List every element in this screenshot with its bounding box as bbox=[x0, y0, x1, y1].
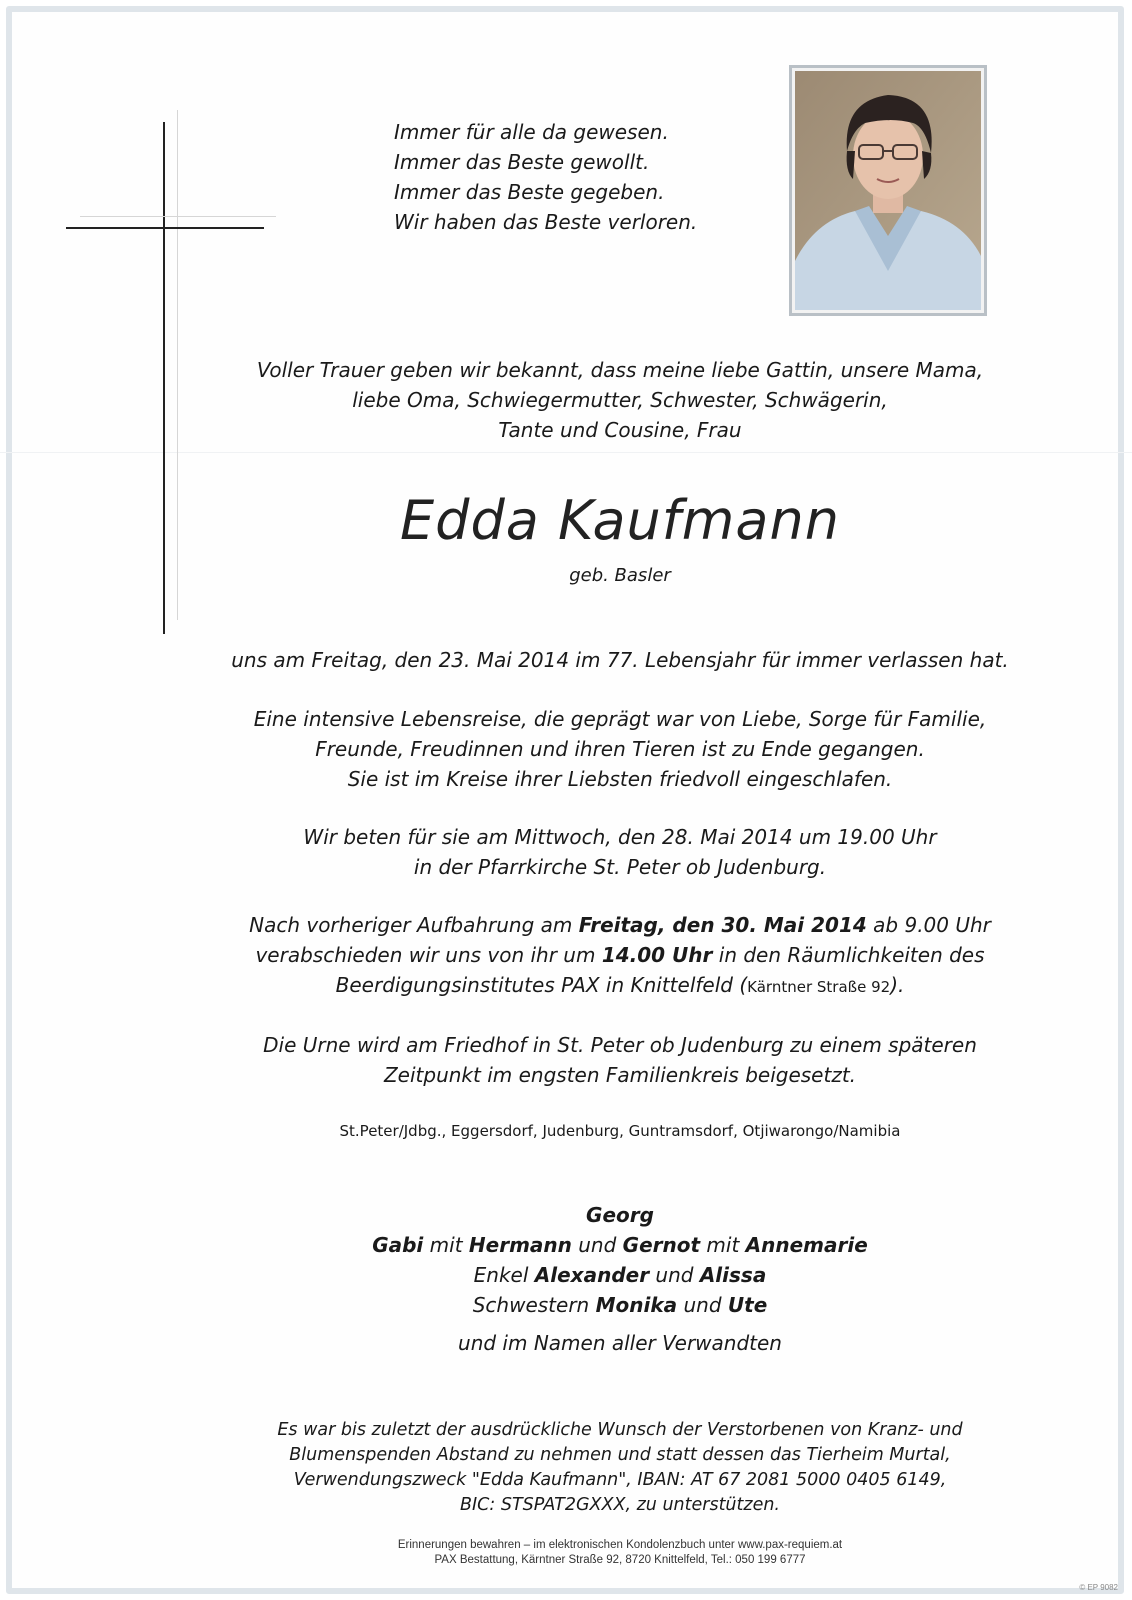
deceased-name: Edda Kaufmann bbox=[400, 489, 840, 552]
poem-line: Immer das Beste gegeben. bbox=[394, 180, 665, 204]
mourner-name: Annemarie bbox=[745, 1233, 868, 1257]
death-line: uns am Freitag, den 23. Mai 2014 im 77. Lebensjahr für immer verlassen hat. bbox=[231, 648, 1009, 672]
donation-line: BIC: STSPAT2GXXX, zu unterstützen. bbox=[460, 1495, 780, 1515]
connector: Schwestern bbox=[472, 1293, 596, 1317]
fold-line bbox=[0, 452, 1132, 453]
document-code: © EP 9082 bbox=[1079, 1583, 1118, 1592]
intro-line: Tante und Cousine, Frau bbox=[498, 418, 742, 442]
intro-line: liebe Oma, Schwiegermutter, Schwester, Schwägerin, bbox=[352, 388, 888, 412]
farewell-text: verabschieden wir uns von ihr um bbox=[255, 943, 602, 967]
footer-line: Erinnerungen bewahren – im elektronischen Kondolenzbuch unter www.pax-requiem.at bbox=[397, 1539, 843, 1551]
farewell-hour: 14.00 Uhr bbox=[601, 943, 713, 967]
farewell-date: Freitag, den 30. Mai 2014 bbox=[578, 913, 867, 937]
donation-line: Es war bis zuletzt der ausdrückliche Wunsch der Verstorbenen von Kranz- und bbox=[277, 1420, 963, 1440]
donation-line: Verwendungszweck "Edda Kaufmann", IBAN: AT 67 2081 5000 0405 6149, bbox=[293, 1470, 947, 1490]
mourner-line bbox=[160, 1290, 1080, 1320]
donation-request bbox=[160, 1418, 1080, 1518]
mourner-name: Ute bbox=[727, 1293, 768, 1317]
prayer-line: in der Pfarrkirche St. Peter ob Judenburg. bbox=[413, 855, 827, 879]
mourner-name: Gernot bbox=[622, 1233, 701, 1257]
farewell-line bbox=[160, 910, 1080, 940]
mourner-name: Hermann bbox=[468, 1233, 572, 1257]
birth-name bbox=[160, 561, 1080, 591]
poem-line: Wir haben das Beste verloren. bbox=[394, 210, 698, 234]
prayer-info bbox=[160, 822, 1080, 882]
poem-line: Immer für alle da gewesen. bbox=[394, 120, 669, 144]
mourner-line bbox=[160, 1260, 1080, 1290]
urn-line: Zeitpunkt im engsten Familienkreis beigesetzt. bbox=[383, 1063, 857, 1087]
footer bbox=[160, 1538, 1080, 1568]
life-line: Eine intensive Lebensreise, die geprägt war von Liebe, Sorge für Familie, bbox=[253, 707, 987, 731]
mourner-name: Alexander bbox=[534, 1263, 650, 1287]
connector: Enkel bbox=[473, 1263, 535, 1287]
cross-shadow-horizontal bbox=[80, 216, 276, 217]
mourners bbox=[160, 1200, 1080, 1320]
mourner-name: Gabi bbox=[372, 1233, 424, 1257]
life-text bbox=[160, 704, 1080, 794]
cross-bar bbox=[66, 227, 264, 229]
relatives-line: und im Namen aller Verwandten bbox=[458, 1331, 782, 1355]
poem-line: Immer das Beste gewollt. bbox=[394, 150, 650, 174]
portrait-photo bbox=[789, 65, 987, 316]
life-line: Freunde, Freudinnen und ihren Tieren ist zu Ende gegangen. bbox=[315, 737, 925, 761]
life-line: Sie ist im Kreise ihrer Liebsten friedvoll eingeschlafen. bbox=[347, 767, 893, 791]
farewell-line bbox=[160, 940, 1080, 970]
farewell-text: in den Räumlichkeiten des bbox=[712, 943, 985, 967]
announcement-intro bbox=[160, 355, 1080, 445]
farewell-time: ab 9.00 Uhr bbox=[866, 913, 991, 937]
urn-line: Die Urne wird am Friedhof in St. Peter ob Judenburg zu einem späteren bbox=[263, 1033, 977, 1057]
mourner-line bbox=[160, 1200, 1080, 1230]
intro-line: Voller Trauer geben wir bekannt, dass meine liebe Gattin, unsere Mama, bbox=[256, 358, 984, 382]
urn-info bbox=[160, 1030, 1080, 1090]
donation-line: Blumenspenden Abstand zu nehmen und statt dessen das Tierheim Murtal, bbox=[289, 1445, 951, 1465]
connector: und bbox=[649, 1263, 700, 1287]
mourner-line bbox=[160, 1230, 1080, 1260]
connector: mit bbox=[700, 1233, 746, 1257]
mourner-name: Alissa bbox=[699, 1263, 767, 1287]
farewell-line bbox=[160, 970, 1080, 1002]
death-notice bbox=[160, 645, 1080, 675]
footer-line: PAX Bestattung, Kärntner Straße 92, 8720 Knittelfeld, Tel.: 050 199 6777 bbox=[434, 1554, 806, 1566]
farewell-address: Kärntner Straße 92 bbox=[747, 978, 891, 996]
birth-name-text: geb. Basler bbox=[569, 565, 671, 586]
connector: und bbox=[677, 1293, 728, 1317]
farewell-text: ). bbox=[890, 973, 905, 997]
farewell-text: Nach vorheriger Aufbahrung am bbox=[249, 913, 579, 937]
mourner-name: Georg bbox=[586, 1203, 654, 1227]
prayer-line: Wir beten für sie am Mittwoch, den 28. Mai 2014 um 19.00 Uhr bbox=[303, 825, 937, 849]
poem bbox=[394, 117, 774, 237]
places: St.Peter/Jdbg., Eggersdorf, Judenburg, Guntramsdorf, Otjiwarongo/Namibia bbox=[339, 1122, 901, 1140]
relatives bbox=[160, 1328, 1080, 1358]
mourner-name: Monika bbox=[595, 1293, 678, 1317]
farewell-text: Beerdigungsinstitutes PAX in Knittelfeld ( bbox=[335, 973, 748, 997]
portrait-image bbox=[795, 71, 981, 310]
farewell-info bbox=[160, 910, 1080, 1002]
connector: mit bbox=[423, 1233, 469, 1257]
connector: und bbox=[571, 1233, 623, 1257]
